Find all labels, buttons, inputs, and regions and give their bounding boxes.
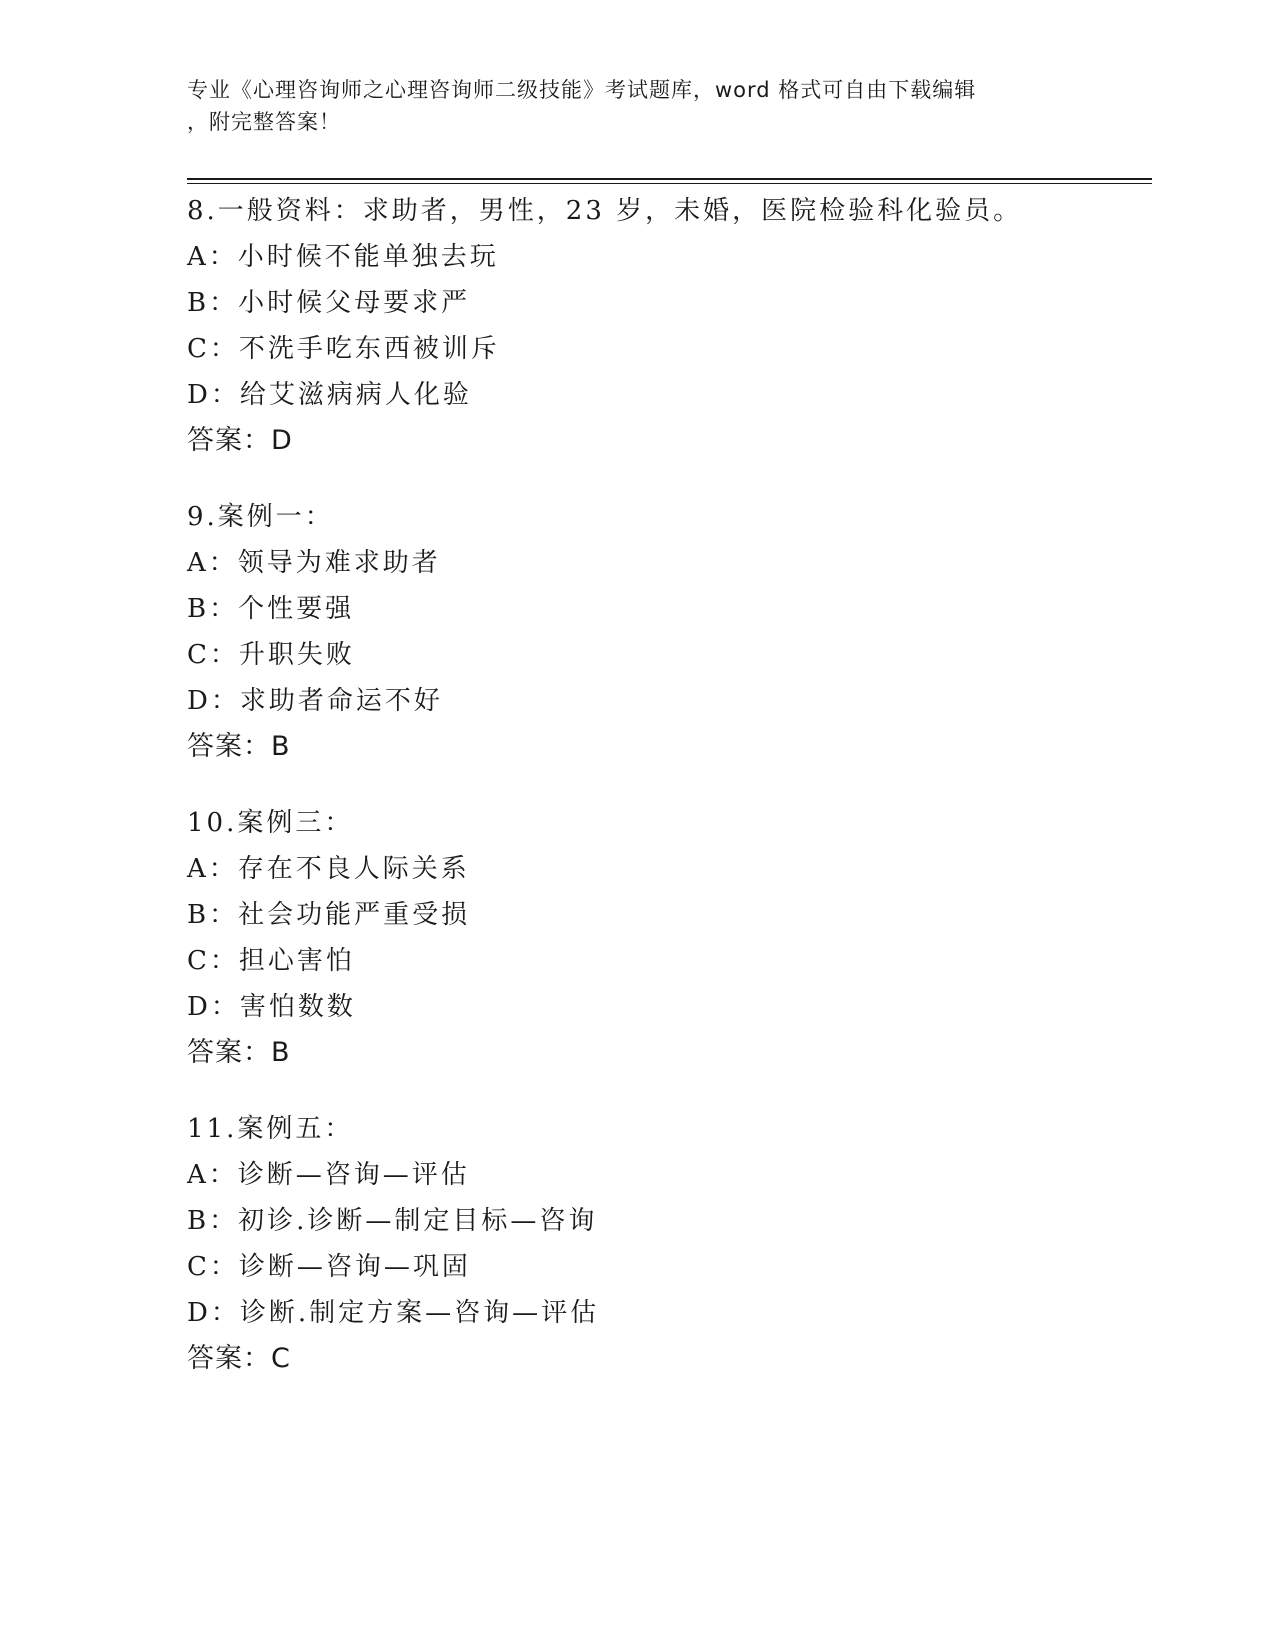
- question-8: [187, 188, 1152, 464]
- option-b: B：个性要强: [187, 594, 355, 624]
- document-header: [187, 74, 1087, 138]
- option-c: C：诊断—咨询—巩固: [187, 1252, 471, 1282]
- option-d: D：害怕数数: [187, 992, 356, 1022]
- option-d: D：诊断.制定方案—咨询—评估: [187, 1298, 600, 1328]
- option-d: D：给艾滋病病人化验: [187, 380, 472, 410]
- question-stem: 9.案例一：: [187, 502, 334, 532]
- option-a: A：领导为难求助者: [187, 548, 441, 578]
- question-9: [187, 494, 1152, 770]
- option-c: C：担心害怕: [187, 946, 355, 976]
- question-stem: 8.一般资料：求助者，男性，23 岁，未婚，医院检验科化验员。: [187, 196, 1023, 226]
- header-title-line-2: ，附完整答案！: [187, 110, 341, 134]
- option-d: D：求助者命运不好: [187, 686, 443, 716]
- question-10: [187, 800, 1152, 1076]
- option-b: B：小时候父母要求严: [187, 288, 471, 318]
- option-b: B：社会功能严重受损: [187, 900, 471, 930]
- header-divider-thin: [187, 183, 1152, 184]
- header-divider-thick: [187, 178, 1152, 180]
- option-c: C：升职失败: [187, 640, 355, 670]
- option-c: C：不洗手吃东西被训斥: [187, 334, 500, 364]
- question-stem: 10.案例三：: [187, 808, 354, 838]
- option-a: A：诊断—咨询—评估: [187, 1160, 470, 1190]
- option-a: A：小时候不能单独去玩: [187, 242, 499, 272]
- answer-label: 答案：B: [187, 1037, 291, 1068]
- option-a: A：存在不良人际关系: [187, 854, 470, 884]
- header-title-line-1: 专业《心理咨询师之心理咨询师二级技能》考试题库，word 格式可自由下载编辑: [187, 78, 977, 102]
- question-list: [187, 188, 1152, 1412]
- answer-label: 答案：B: [187, 731, 291, 762]
- answer-label: 答案：D: [187, 425, 293, 456]
- answer-label: 答案：C: [187, 1343, 291, 1374]
- question-stem: 11.案例五：: [187, 1114, 354, 1144]
- option-b: B：初诊.诊断—制定目标—咨询: [187, 1206, 598, 1236]
- question-11: [187, 1106, 1152, 1382]
